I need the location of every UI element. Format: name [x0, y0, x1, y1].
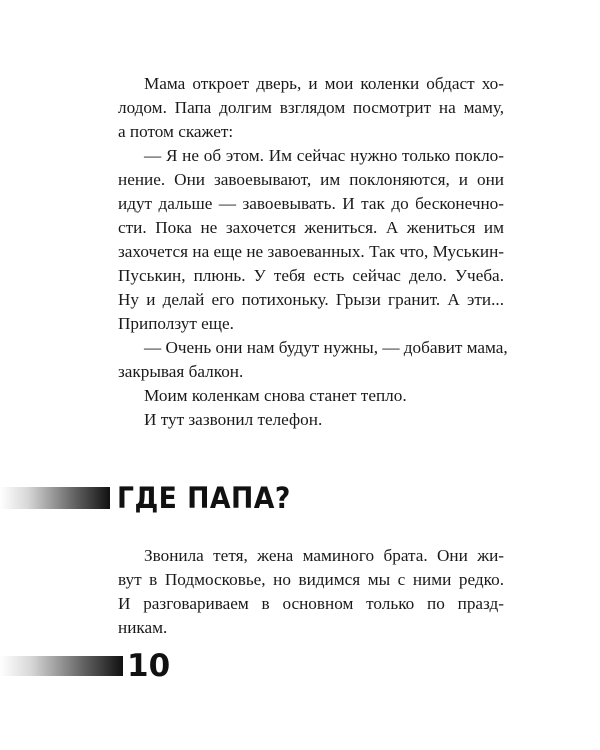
section-heading: ГДЕ ПАПА? — [117, 481, 291, 515]
page-number: 10 — [127, 648, 171, 684]
paragraph-line: Мама откроет дверь, и мои коленки обдаст хо- — [144, 74, 504, 93]
paragraph-line: Пуськин, плюнь. У тебя есть сейчас дело. Учеба. — [118, 266, 504, 285]
paragraph-line: Звонила тетя, жена маминого брата. Они жи- — [144, 546, 504, 565]
paragraph-line: — Очень они нам будут нужны, — добавит мама, — [144, 338, 508, 357]
paragraph-line: Моим коленкам снова станет тепло. — [144, 386, 407, 405]
paragraph-line: закрывая балкон. — [118, 362, 244, 381]
paragraph-line: захочется на еще не завоеванных. Так что, Муськин- — [118, 242, 504, 261]
paragraph-line: нение. Они завоевывают, им поклоняются, и они — [118, 170, 504, 189]
paragraph-line: никам. — [118, 618, 168, 637]
paragraph-line: Ну и делай его потихоньку. Грызи гранит. А эти... — [118, 290, 504, 309]
paragraph-line: Приползут еще. — [118, 314, 234, 333]
paragraph-line: — Я не об этом. Им сейчас нужно только покло- — [144, 146, 504, 165]
paragraph-line: вут в Подмосковье, но видимся мы с ними редко. — [118, 570, 504, 589]
paragraph-line: идут дальше — завоевывать. И так до бесконечно- — [118, 194, 504, 213]
paragraph-line: сти. Пока не захочется жениться. А жениться им — [118, 218, 504, 237]
paragraph-line: лодом. Папа долгим взглядом посмотрит на маму, — [118, 98, 504, 117]
page-number-gradient-bar — [0, 656, 123, 676]
paragraph-line: И тут зазвонил телефон. — [144, 410, 323, 429]
paragraph-line: И разговариваем в основном только по празд- — [118, 594, 504, 613]
paragraph-line: а потом скажет: — [118, 122, 234, 141]
heading-gradient-bar — [0, 487, 110, 509]
